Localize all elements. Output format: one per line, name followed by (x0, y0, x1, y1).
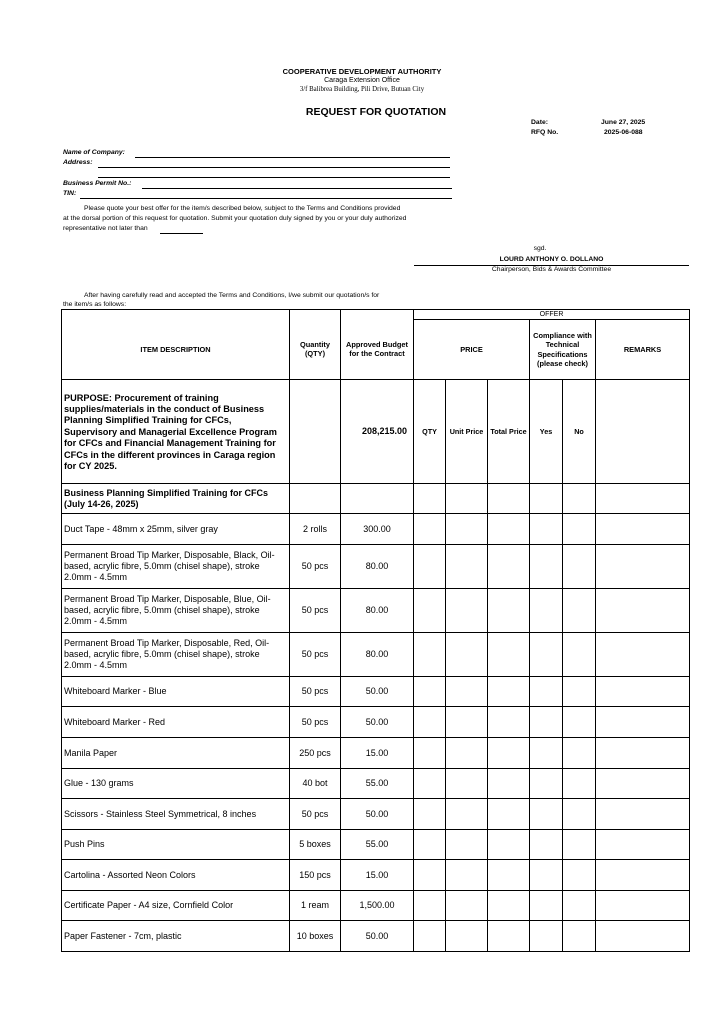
item-quantity: 5 boxes (290, 830, 341, 860)
total-price-cell[interactable] (488, 738, 530, 769)
permit-field[interactable] (142, 188, 452, 189)
no-cell[interactable] (563, 860, 596, 891)
item-description: Whiteboard Marker - Blue (62, 677, 290, 707)
item-budget: 55.00 (341, 830, 414, 860)
instructions-line2: at the dorsal portion of this request for quotation. Submit your quotation duly signed by you or your duly authorized (63, 215, 407, 222)
no-cell[interactable] (563, 589, 596, 633)
yes-cell[interactable] (530, 633, 563, 677)
date-value: June 27, 2025 (601, 119, 646, 126)
remarks-cell[interactable] (596, 769, 690, 799)
item-budget: 50.00 (341, 921, 414, 952)
no-cell[interactable] (563, 707, 596, 738)
offer-qty-cell[interactable] (414, 860, 446, 891)
item-quantity: 250 pcs (290, 738, 341, 769)
item-quantity: 50 pcs (290, 677, 341, 707)
unit-price-cell[interactable] (446, 738, 488, 769)
unit-price-cell[interactable] (446, 514, 488, 545)
offer-qty-cell[interactable] (414, 514, 446, 545)
table-row (62, 677, 690, 707)
quotation-table (61, 309, 690, 952)
offer-qty-cell[interactable] (414, 830, 446, 860)
yes-cell[interactable] (530, 514, 563, 545)
total-price-cell[interactable] (488, 769, 530, 799)
offer-qty-cell[interactable] (414, 633, 446, 677)
remarks-cell[interactable] (596, 633, 690, 677)
remarks-cell[interactable] (596, 677, 690, 707)
preamble-line2: the item/s as follows: (63, 301, 127, 308)
compliance-header: Compliance with Technical Specifications (please check) (530, 320, 596, 380)
signatory-name: LOURD ANTHONY O. DOLLANO (499, 256, 604, 263)
table-row (62, 921, 690, 952)
remarks-cell[interactable] (596, 589, 690, 633)
total-price-cell[interactable] (488, 891, 530, 921)
item-description-header: ITEM DESCRIPTION (62, 320, 290, 380)
abc-header: Approved Budget for the Contract (341, 320, 414, 380)
table-row (62, 633, 690, 677)
table-row (62, 860, 690, 891)
table-row (62, 707, 690, 738)
address-label: Address: (63, 159, 93, 166)
item-quantity: 1 ream (290, 891, 341, 921)
no-cell[interactable] (563, 514, 596, 545)
remarks-cell[interactable] (596, 707, 690, 738)
unit-price-cell[interactable] (446, 799, 488, 830)
no-cell[interactable] (563, 830, 596, 860)
no-cell[interactable] (563, 633, 596, 677)
total-price-cell[interactable] (488, 677, 530, 707)
yes-cell[interactable] (530, 545, 563, 589)
item-description: Permanent Broad Tip Marker, Disposable, Blue, Oil-based, acrylic fibre, 5.0mm (chisel shape), stroke 2.0mm - 4.5mm (62, 589, 290, 633)
permit-label: Business Permit No.: (63, 180, 132, 187)
item-description: Manila Paper (62, 738, 290, 769)
offer-qty-cell[interactable] (414, 707, 446, 738)
total-price-cell[interactable] (488, 860, 530, 891)
item-budget: 1,500.00 (341, 891, 414, 921)
item-budget: 50.00 (341, 799, 414, 830)
table-row (62, 891, 690, 921)
remarks-cell[interactable] (596, 921, 690, 952)
no-cell[interactable] (563, 769, 596, 799)
item-budget: 15.00 (341, 738, 414, 769)
no-cell[interactable] (563, 738, 596, 769)
item-budget: 50.00 (341, 707, 414, 738)
address-field[interactable] (98, 167, 450, 168)
no-cell[interactable] (563, 545, 596, 589)
item-description: Scissors - Stainless Steel Symmetrical, 8 inches (62, 799, 290, 830)
item-description: Whiteboard Marker - Red (62, 707, 290, 738)
section-row (62, 484, 690, 514)
remarks-cell[interactable] (596, 860, 690, 891)
table-row (62, 514, 690, 545)
remarks-cell[interactable] (596, 891, 690, 921)
table-row (62, 830, 690, 860)
yes-cell[interactable] (530, 707, 563, 738)
offer-qty-cell[interactable] (414, 738, 446, 769)
offer-qty-cell[interactable] (414, 921, 446, 952)
item-budget: 50.00 (341, 677, 414, 707)
section-title: Business Planning Simplified Training for CFCs (July 14-26, 2025) (62, 484, 290, 514)
tin-label: TIN: (63, 190, 77, 197)
rfq-label: RFQ No. (531, 129, 559, 136)
unit-price-cell[interactable] (446, 921, 488, 952)
item-budget: 15.00 (341, 860, 414, 891)
item-budget: 80.00 (341, 633, 414, 677)
instructions-line3: representative not later than (63, 225, 148, 232)
total-price-cell[interactable] (488, 514, 530, 545)
unit-price-cell[interactable] (446, 677, 488, 707)
unit-price-cell[interactable] (446, 707, 488, 738)
item-quantity: 150 pcs (290, 860, 341, 891)
table-row (62, 738, 690, 769)
total-price-cell[interactable] (488, 633, 530, 677)
unit-price-cell[interactable] (446, 860, 488, 891)
item-description: Paper Fastener - 7cm, plastic (62, 921, 290, 952)
item-description: Glue - 130 grams (62, 769, 290, 799)
offer-qty-cell[interactable] (414, 799, 446, 830)
offer-qty-cell[interactable] (414, 769, 446, 799)
item-budget: 300.00 (341, 514, 414, 545)
remarks-cell[interactable] (596, 514, 690, 545)
item-quantity: 40 bot (290, 769, 341, 799)
remarks-cell[interactable] (596, 830, 690, 860)
unit-price-cell[interactable] (446, 589, 488, 633)
offer-qty-cell[interactable] (414, 891, 446, 921)
yes-cell[interactable] (530, 860, 563, 891)
purpose-row (62, 380, 690, 484)
table-row (62, 589, 690, 633)
page-title: REQUEST FOR QUOTATION (305, 106, 447, 118)
address-field-line2[interactable] (98, 177, 450, 178)
date-label: Date: (531, 119, 548, 126)
no-cell[interactable] (563, 891, 596, 921)
remarks-cell[interactable] (596, 545, 690, 589)
offer-row (62, 310, 690, 320)
unit-price-cell[interactable] (446, 830, 488, 860)
offer-qty-cell[interactable] (414, 545, 446, 589)
yes-cell[interactable] (530, 891, 563, 921)
item-description: Certificate Paper - A4 size, Cornfield Color (62, 891, 290, 921)
no-cell[interactable] (563, 799, 596, 830)
total-price-cell[interactable] (488, 921, 530, 952)
quantity-header: Quantity (QTY) (290, 320, 341, 380)
yes-cell[interactable] (530, 738, 563, 769)
purpose-budget: 208,215.00 (341, 380, 414, 484)
item-description: Duct Tape - 48mm x 25mm, silver gray (62, 514, 290, 545)
item-description: Cartolina - Assorted Neon Colors (62, 860, 290, 891)
item-quantity: 50 pcs (290, 545, 341, 589)
offer-qty-cell[interactable] (414, 677, 446, 707)
item-budget: 80.00 (341, 545, 414, 589)
rfq-value: 2025-06-088 (604, 129, 643, 136)
sub-unit-price-header: Unit Price (446, 380, 488, 484)
offer-header: OFFER (414, 310, 690, 320)
office-address: 3/f Balibrea Building, Pili Drive, Butuan City (299, 86, 425, 93)
unit-price-cell[interactable] (446, 769, 488, 799)
unit-price-cell[interactable] (446, 891, 488, 921)
total-price-cell[interactable] (488, 830, 530, 860)
company-label: Name of Company: (63, 149, 125, 156)
yes-cell[interactable] (530, 921, 563, 952)
sub-yes-header: Yes (530, 380, 563, 484)
item-rows (62, 514, 690, 952)
company-field[interactable] (135, 157, 450, 158)
item-quantity: 50 pcs (290, 633, 341, 677)
unit-price-cell[interactable] (446, 633, 488, 677)
remarks-header: REMARKS (596, 320, 690, 380)
item-quantity: 50 pcs (290, 799, 341, 830)
signed-mark: sgd. (533, 245, 547, 252)
no-cell[interactable] (563, 921, 596, 952)
total-price-cell[interactable] (488, 799, 530, 830)
signatory-position: Chairperson, Bids & Awards Committee (491, 266, 612, 273)
item-quantity: 50 pcs (290, 707, 341, 738)
yes-cell[interactable] (530, 799, 563, 830)
offer-qty-cell[interactable] (414, 589, 446, 633)
sub-total-price-header: Total Price (488, 380, 530, 484)
table-row (62, 769, 690, 799)
item-quantity: 2 rolls (290, 514, 341, 545)
yes-cell[interactable] (530, 589, 563, 633)
deadline-field[interactable] (160, 233, 203, 234)
item-quantity: 50 pcs (290, 589, 341, 633)
item-description: Permanent Broad Tip Marker, Disposable, Black, Oil-based, acrylic fibre, 5.0mm (chisel shape), stroke 2.0mm - 4.5mm (62, 545, 290, 589)
no-cell[interactable] (563, 677, 596, 707)
total-price-cell[interactable] (488, 707, 530, 738)
item-budget: 55.00 (341, 769, 414, 799)
remarks-cell[interactable] (596, 738, 690, 769)
item-description: Permanent Broad Tip Marker, Disposable, Red, Oil-based, acrylic fibre, 5.0mm (chisel shape), stroke 2.0mm - 4.5mm (62, 633, 290, 677)
sub-qty-header: QTY (414, 380, 446, 484)
tin-field[interactable] (80, 198, 452, 199)
header-row (62, 320, 690, 380)
agency-name: COOPERATIVE DEVELOPMENT AUTHORITY (282, 67, 442, 76)
table-row (62, 545, 690, 589)
table-row (62, 799, 690, 830)
sub-no-header: No (563, 380, 596, 484)
unit-price-cell[interactable] (446, 545, 488, 589)
yes-cell[interactable] (530, 677, 563, 707)
total-price-cell[interactable] (488, 589, 530, 633)
item-quantity: 10 boxes (290, 921, 341, 952)
yes-cell[interactable] (530, 830, 563, 860)
instructions-line1: Please quote your best offer for the item/s described below, subject to the Terms and Conditions provided (84, 205, 401, 212)
preamble-line1: After having carefully read and accepted the Terms and Conditions, I/we submit our quotation/s for (84, 292, 380, 299)
purpose-text: PURPOSE: Procurement of training supplies/materials in the conduct of Business Planning Simplified Training for CFCs, Supervisory and Managerial Excellence Program for CFCs and Financial Management Training for CFCs in the different provinces in Caraga region for CY 2025. (62, 380, 290, 484)
total-price-cell[interactable] (488, 545, 530, 589)
yes-cell[interactable] (530, 769, 563, 799)
price-header: PRICE (414, 320, 530, 380)
office-name: Caraga Extension Office (324, 77, 400, 84)
remarks-cell[interactable] (596, 799, 690, 830)
item-budget: 80.00 (341, 589, 414, 633)
item-description: Push Pins (62, 830, 290, 860)
